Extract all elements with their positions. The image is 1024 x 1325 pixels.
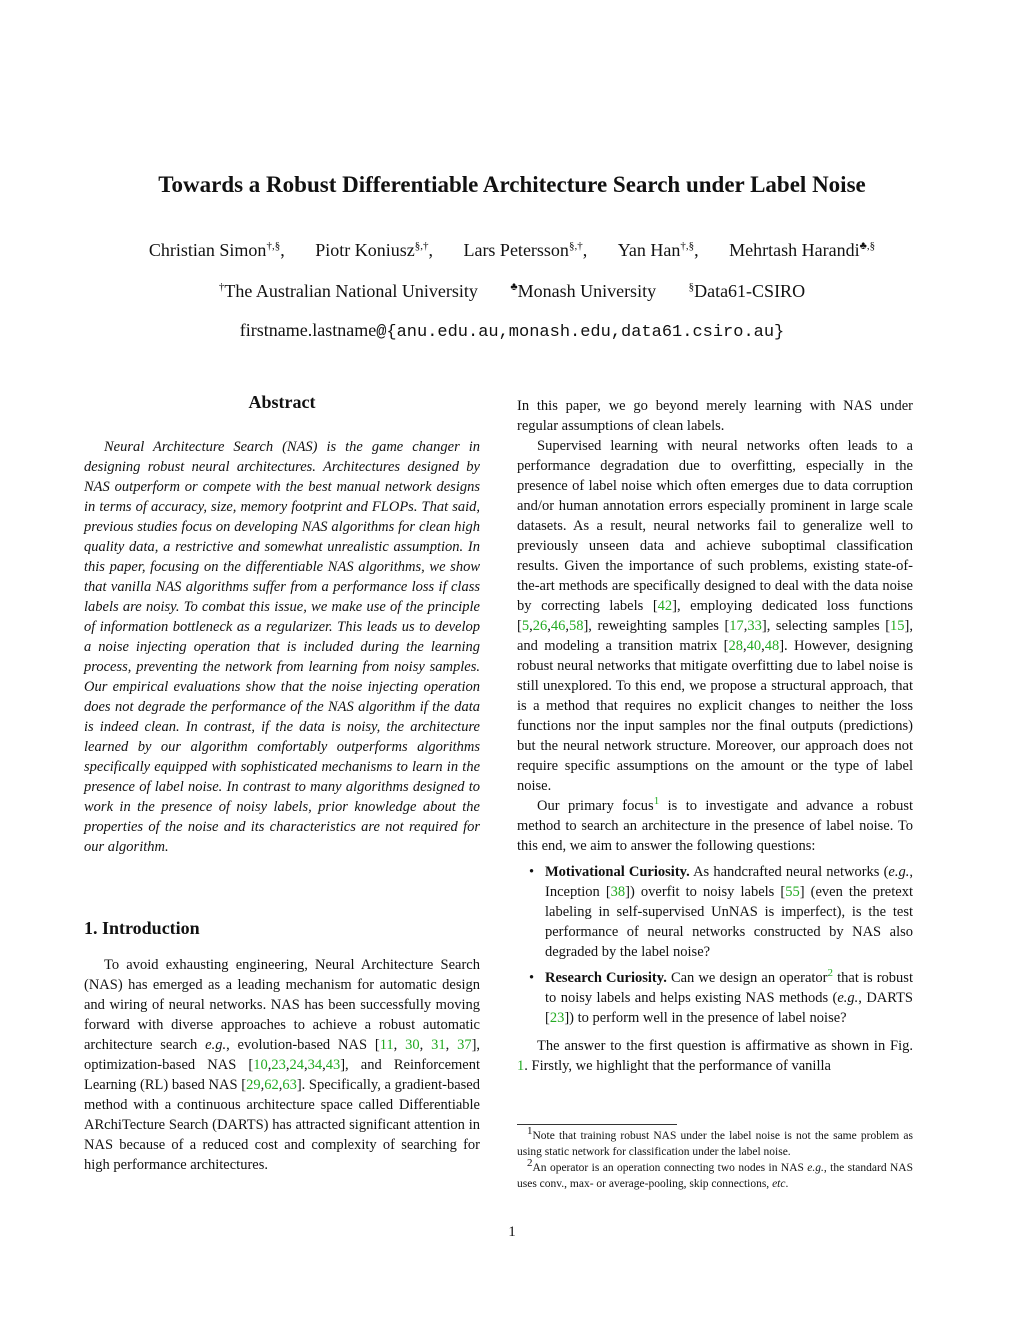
abstract-text: Neural Architecture Search (NAS) is the game changer in designing robust neural architectures. Architectures designed by NAS outperform or compete with the best manual network designs in terms of accuracy, size, memory footprint and FLOPs. That said, previous studies focus on developing NAS algorithms for clean high quality data, a restrictive and somewhat unrealistic assumption. In this paper, focusing on the differentiable NAS algorithms, we show that vanilla NAS algorithms suffer from a performance loss if class labels are noisy. To combat this issue, we make use of the principle of information bottleneck as a regularizer. This leads us to develop a noise injecting operation that is included during the learning process, preventing the network from learning from noisy samples. Our empirical evaluations show that the noise injecting operation does not degrade the performance of the NAS algorithm if the data is indeed clean. In contrast, if the data is noisy, the architecture learned by our algorithm comfortably outperforms algorithms specifically equipped with sophisticated mechanisms to learn in the presence of label noise. In contrast to many algorithms designed to work in the presence of noisy labels, prior knowledge about the properties of the noise and its characteristics are not required for our algorithm. bbox=[84, 439, 480, 855]
citation-link[interactable]: 62 bbox=[264, 1077, 279, 1093]
citation-link[interactable]: 28 bbox=[728, 638, 743, 654]
citation-link[interactable]: 29 bbox=[246, 1077, 261, 1093]
citation-link[interactable]: 40 bbox=[746, 638, 762, 654]
citation-link[interactable]: 30 bbox=[405, 1037, 420, 1053]
affiliation: §Data61-CSIRO bbox=[688, 281, 806, 301]
right-column bbox=[517, 396, 913, 1076]
paper-title: Towards a Robust Differentiable Architecture Search under Label Noise bbox=[158, 172, 866, 197]
citation-link[interactable]: 33 bbox=[747, 618, 762, 634]
citation-link[interactable]: 23 bbox=[549, 1010, 565, 1026]
citation-link[interactable]: 34 bbox=[307, 1057, 323, 1073]
citation-link[interactable]: 58 bbox=[568, 618, 584, 634]
citation-link[interactable]: 31 bbox=[431, 1037, 446, 1053]
citation-link[interactable]: 48 bbox=[764, 638, 780, 654]
abstract-heading: Abstract bbox=[248, 392, 316, 412]
citation-link[interactable]: 11 bbox=[379, 1037, 394, 1053]
citation-link[interactable]: 63 bbox=[282, 1077, 297, 1093]
section-heading-introduction: 1. Introduction bbox=[84, 918, 200, 938]
citation-link[interactable]: 55 bbox=[785, 884, 800, 900]
paragraph: Our primary focus$^1$ is to investigate and advance a robust method to search an architecture in the presence of label noise. To this end, we aim to answer the following questions: bbox=[517, 795, 913, 854]
footnotes bbox=[517, 1125, 913, 1192]
affiliation-list bbox=[0, 281, 1024, 302]
citation-link[interactable]: 37 bbox=[457, 1037, 472, 1053]
author: Piotr Koniusz§,†, bbox=[315, 240, 433, 260]
citation-link[interactable]: 26 bbox=[532, 618, 548, 634]
author: Mehrtash Harandi♣,§ bbox=[729, 240, 876, 260]
citation-link[interactable]: 10 bbox=[253, 1057, 268, 1073]
paragraph: Supervised learning with neural networks often leads to a performance degradation due to overfitting, especially in the presence of label noise which often emerges due to data corruption and/or human annotation errors especially prominent in large scale datasets. As a result, neural networks fail to generalize well to previously unseen data and achieve suboptimal classification results. Given the importance of such problems, existing state-of-the-art methods are specifically designed to deal with the data noise by correcting labels [42], employing dedicated loss functions [5,26,46,58], reweighting samples [17,33], selecting samples [15], and modeling a transition matrix [28,40,48]. However, designing robust neural networks that mitigate overfitting due to label noise is still unexplored. To this end, we propose a structural approach, that is a method that requires no explicit changes to neither the loss functions nor the input samples nor the final outputs (predictions) but the neural network structure. Moreover, our approach does not require specific assumptions on the amount or the type of label noise. bbox=[517, 438, 914, 794]
citation-link[interactable]: 23 bbox=[271, 1057, 286, 1073]
author-email: firstname.lastname@{anu.edu.au,monash.edu,data61.csiro.au} bbox=[239, 320, 785, 342]
introduction-paragraph: To avoid exhausting engineering, Neural Architecture Search (NAS) has emerged as a leading mechanism for automatic design and wiring of neural networks. NAS has been successfully moving forward with diverse approaches to achieve a robust automatic architecture search e.g., evolution-based NAS [11, 30, 31, 37], optimization-based NAS [10,23,24,34,43], and Reinforcement Learning (RL) based NAS [29,62,63]. Specifically, a gradient-based method with a continuous architecture space called Differentiable ARchiTecture Search (DARTS) has attracted significant attention in NAS because of a reduced cost and complexity of searching for high performance architectures. bbox=[84, 957, 481, 1173]
page-number: 1 bbox=[508, 1224, 516, 1240]
author: Lars Petersson§,†, bbox=[463, 240, 588, 260]
footnote-divider bbox=[517, 1124, 677, 1125]
citation-link[interactable]: 24 bbox=[289, 1057, 304, 1073]
footnote-link[interactable]: 2 bbox=[827, 967, 833, 980]
figure-link[interactable]: 1 bbox=[517, 1058, 525, 1074]
list-item: • Motivational Curiosity. As handcrafted neural networks (e.g., Inception [38]) overfit to noisy labels [55] (even the pretext labeling in self-supervised UnNAS is imperfect), is the test performance of neural networks constructed by NAS also degraded by the label noise? bbox=[545, 862, 913, 962]
citation-link[interactable]: 42 bbox=[657, 598, 673, 614]
paragraph: The answer to the first question is affirmative as shown in Fig. 1. Firstly, we highlight that the performance of vanilla bbox=[517, 1038, 913, 1074]
affiliation: ♣Monash University bbox=[510, 281, 657, 301]
citation-link[interactable]: 43 bbox=[325, 1057, 341, 1073]
footnote: $^2$An operator is an operation connecting two nodes in NAS e.g., the standard NAS uses conv., max- or average-pooling, skip connections, etc. bbox=[517, 1157, 913, 1190]
question-list bbox=[517, 862, 913, 1028]
footnote: $^1$Note that training robust NAS under the label noise is not the same problem as using static network for classification under the label noise. bbox=[517, 1125, 913, 1158]
paragraph: In this paper, we go beyond merely learning with NAS under regular assumptions of clean labels. bbox=[517, 398, 913, 434]
author-list bbox=[0, 240, 1024, 261]
list-item: • Research Curiosity. Can we design an operator$^2$ that is robust to noisy labels and helps existing NAS methods (e.g., DARTS [23]) to perform well in the presence of label noise? bbox=[545, 968, 913, 1028]
citation-link[interactable]: 5 bbox=[521, 618, 530, 634]
author: Christian Simon†,§, bbox=[148, 240, 285, 260]
citation-link[interactable]: 15 bbox=[890, 618, 905, 634]
footnote-link[interactable]: 1 bbox=[653, 795, 660, 808]
citation-link[interactable]: 17 bbox=[729, 618, 744, 634]
citation-link[interactable]: 38 bbox=[610, 884, 626, 900]
affiliation: †The Australian National University bbox=[218, 281, 478, 301]
citation-link[interactable]: 46 bbox=[550, 618, 566, 634]
author: Yan Han†,§, bbox=[617, 240, 699, 260]
